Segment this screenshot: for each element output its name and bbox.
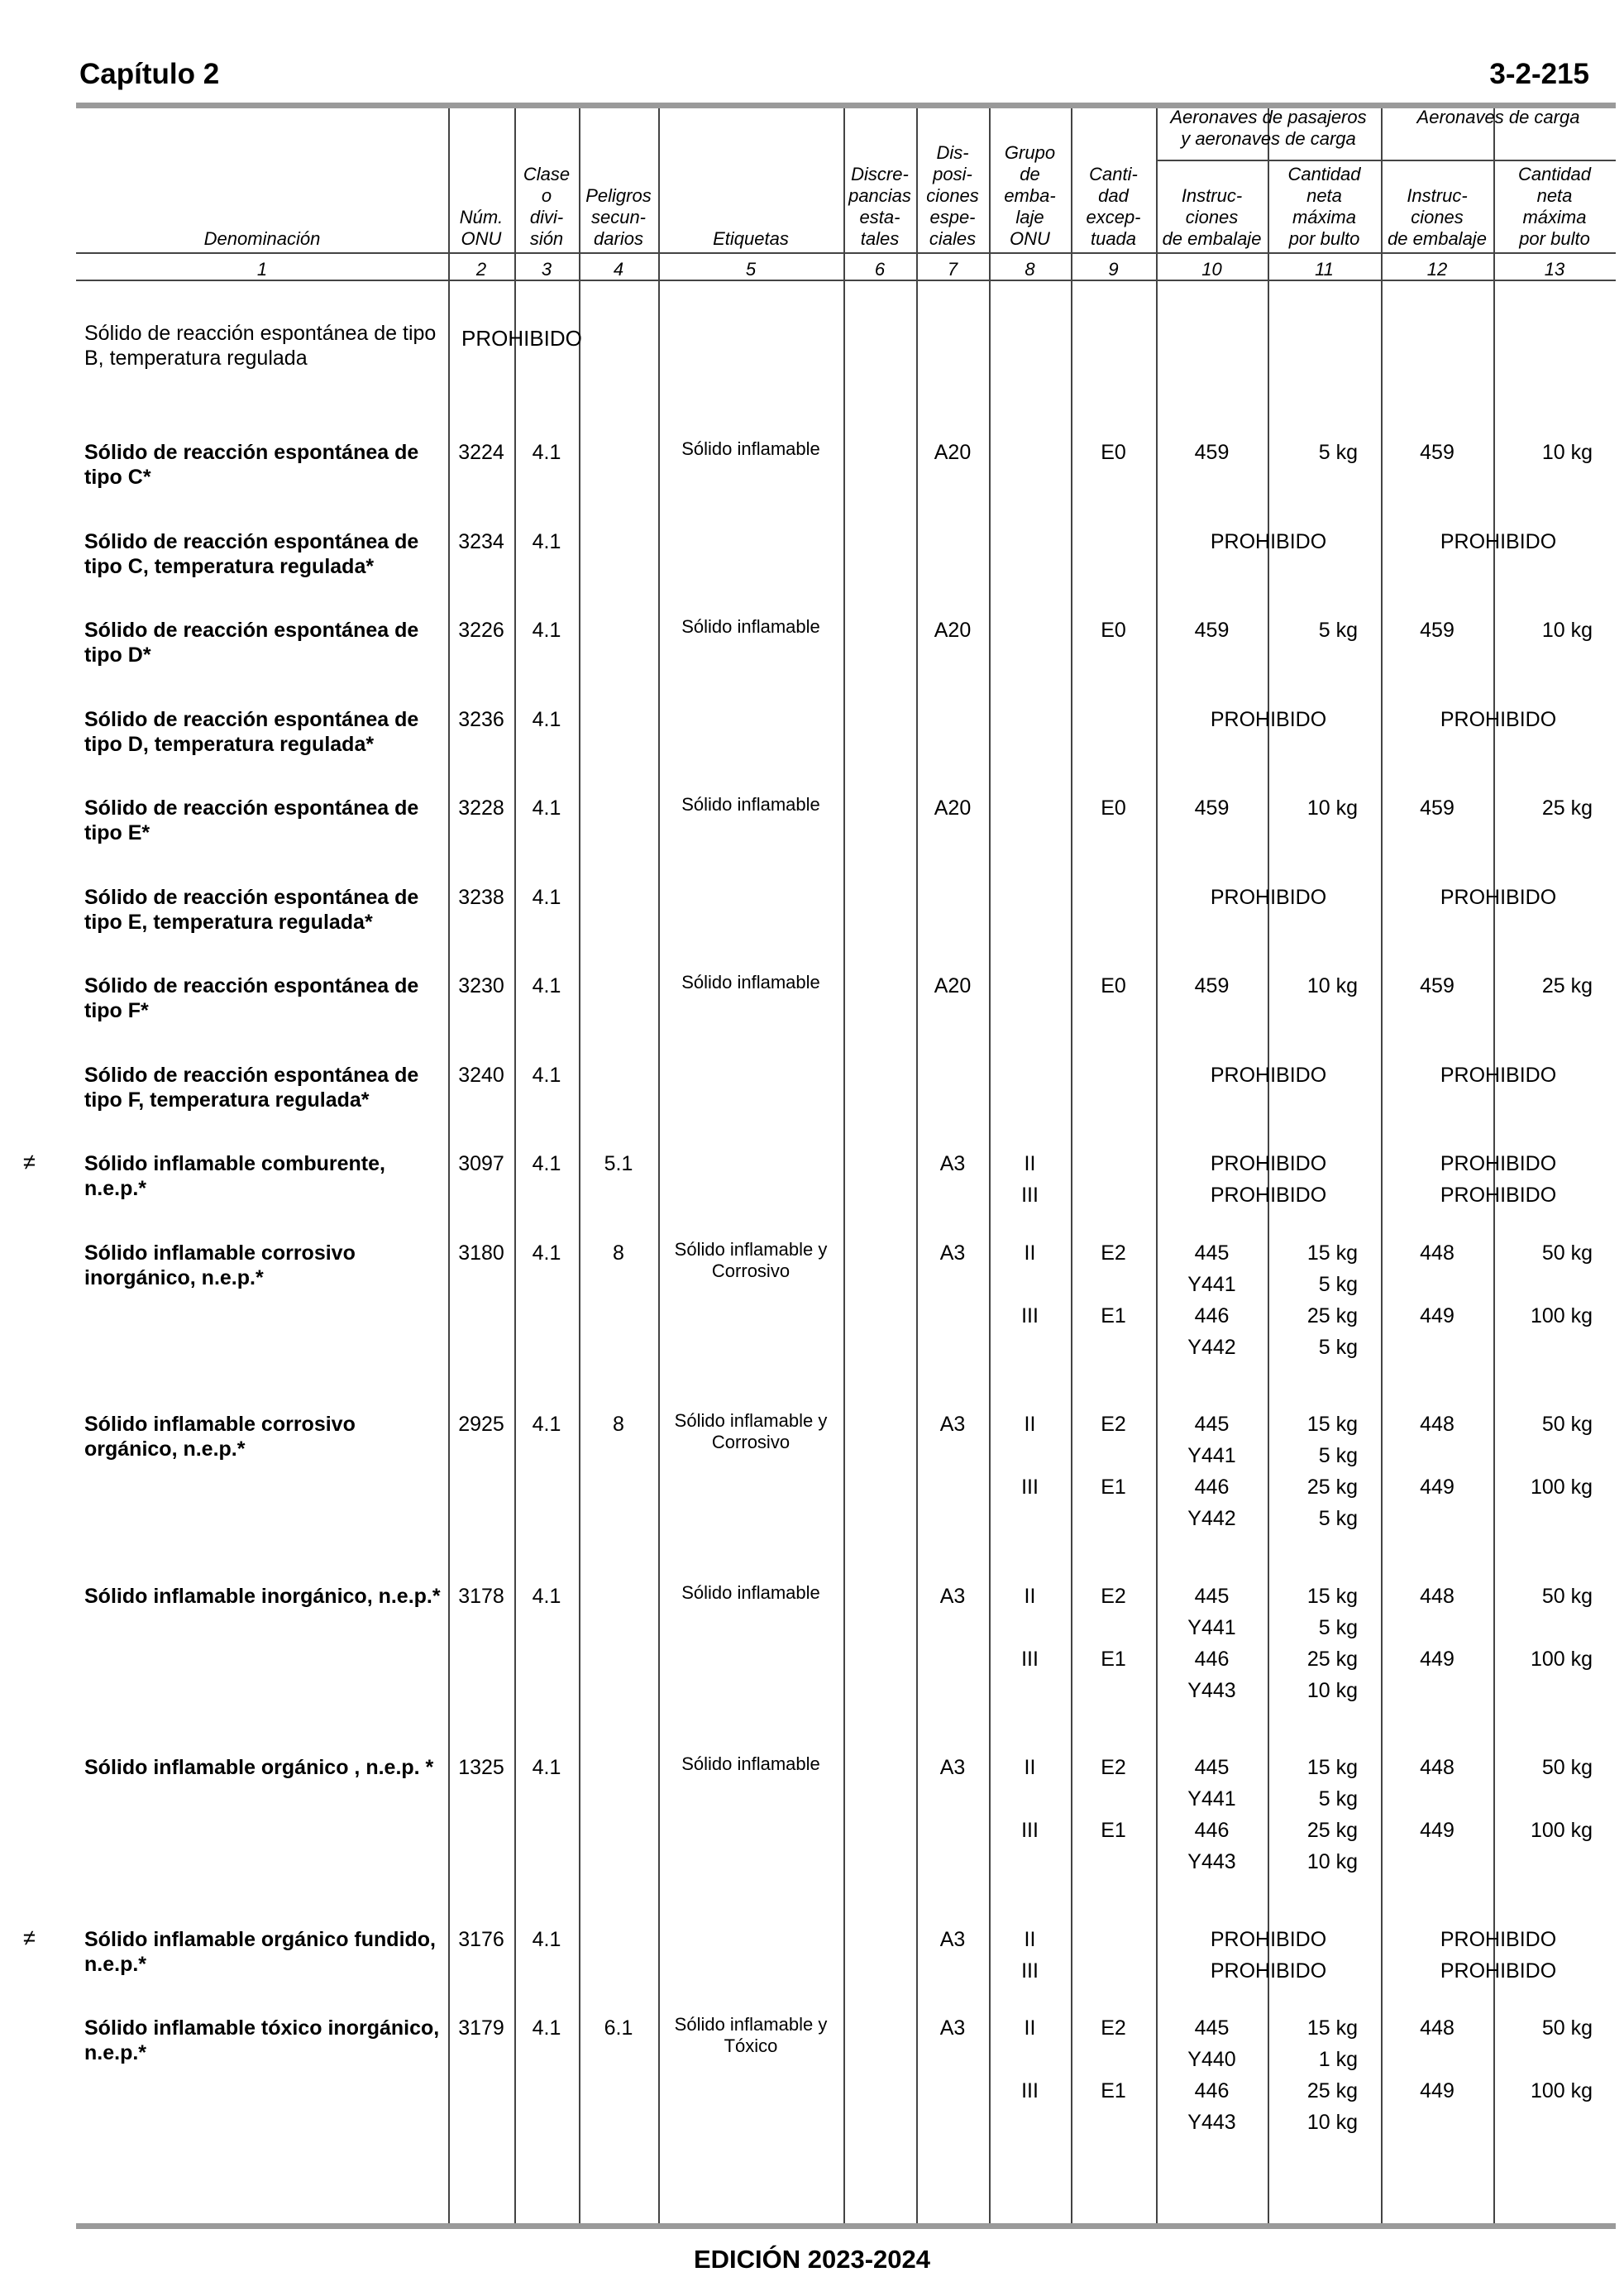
un-number: 3236 [458,708,504,731]
passenger-packing-instruction: 459 [1194,441,1230,464]
packing-group: III [1021,2079,1039,2102]
hazard-label: Sólido inflamable y Corrosivo [674,1239,828,1281]
column-header: Instruc- ciones de embalaje [1162,185,1262,249]
cargo-packing-instruction: 449 [1420,2079,1454,2102]
passenger-max-quantity: 5 kg [1318,1336,1358,1359]
cargo-packing-instruction: 448 [1420,1756,1454,1779]
passenger-packing-instruction: Y442 [1187,1507,1236,1530]
passenger-max-quantity: 5 kg [1318,1273,1358,1296]
cargo-packing-instruction: 449 [1420,1476,1454,1499]
passenger-max-quantity: 5 kg [1318,619,1358,642]
revision-mark: ≠ [23,1150,36,1174]
cargo-max-quantity: 50 kg [1541,1413,1593,1436]
edition-footer: EDICIÓN 2023-2024 [693,2245,931,2274]
cargo-packing-instruction: 448 [1420,1241,1454,1265]
column-number: 7 [947,259,958,280]
passenger-max-quantity: 25 kg [1306,1648,1358,1671]
shipping-name: Sólido de reacción espontánea de tipo D, temperatura regulada* [84,708,419,756]
special-provision: A3 [939,1413,966,1436]
class-division: 4.1 [532,619,561,642]
class-division: 4.1 [532,1064,561,1087]
column-number: 4 [613,259,624,280]
class-division: 4.1 [532,1585,561,1608]
column-header: Cantidad neta máxima por bulto [1287,164,1361,249]
packing-group: II [1024,1241,1036,1265]
packing-group: III [1021,1819,1039,1842]
column-header: Instruc- ciones de embalaje [1388,185,1487,249]
column-number: 8 [1025,259,1035,280]
un-number: 3097 [458,1152,504,1175]
column-number: 10 [1201,259,1222,280]
passenger-packing-instruction: Y441 [1187,1444,1236,1467]
passenger-max-quantity: 10 kg [1306,2111,1358,2134]
cargo-max-quantity: 50 kg [1541,1241,1593,1265]
un-number: 3230 [458,974,504,997]
passenger-packing-instruction: 445 [1194,1413,1230,1436]
cargo-prohibited: PROHIBIDO [1440,1184,1557,1207]
column-header: Grupo de emba- laje ONU [1004,142,1056,249]
cargo-max-quantity: 25 kg [1541,974,1593,997]
class-division: 4.1 [532,1413,561,1436]
excepted-quantity: E1 [1101,1819,1126,1842]
passenger-max-quantity: 15 kg [1306,2016,1358,2040]
passenger-prohibited: PROHIBIDO [1210,708,1327,731]
passenger-max-quantity: 25 kg [1306,1304,1358,1327]
passenger-packing-instruction: 459 [1194,796,1230,820]
passenger-max-quantity: 5 kg [1318,1616,1358,1639]
hazard-label: Sólido inflamable [681,1753,820,1774]
excepted-quantity: E0 [1101,796,1126,820]
un-number: 3176 [458,1928,504,1951]
special-provision: A20 [934,796,972,820]
passenger-max-quantity: 5 kg [1318,441,1358,464]
column-number: 5 [745,259,757,280]
passenger-max-quantity: 10 kg [1306,974,1358,997]
class-division: 4.1 [532,441,561,464]
passenger-packing-instruction: 446 [1194,2079,1230,2102]
packing-group: III [1021,1476,1039,1499]
class-division: 4.1 [532,886,561,909]
cargo-max-quantity: 100 kg [1530,1476,1593,1499]
passenger-packing-instruction: Y441 [1187,1787,1236,1810]
class-division: 4.1 [532,974,561,997]
passenger-prohibited: PROHIBIDO [1210,1152,1327,1175]
passenger-aircraft-header: Aeronaves de pasajeros y aeronaves de carga [1170,107,1367,149]
cargo-max-quantity: 100 kg [1530,2079,1593,2102]
class-division: 4.1 [532,2016,561,2040]
cargo-packing-instruction: 459 [1420,619,1454,642]
excepted-quantity: E2 [1101,1585,1126,1608]
cargo-aircraft-header: Aeronaves de carga [1416,107,1580,127]
passenger-max-quantity: 25 kg [1306,1476,1358,1499]
passenger-max-quantity: 1 kg [1318,2048,1358,2071]
passenger-packing-instruction: Y443 [1187,1850,1236,1873]
hazard-label: Sólido inflamable [681,794,820,815]
column-header: Canti- dad excep- tuada [1086,164,1141,249]
cargo-max-quantity: 100 kg [1530,1648,1593,1671]
class-division: 4.1 [532,530,561,553]
cargo-prohibited: PROHIBIDO [1440,886,1557,909]
cargo-packing-instruction: 459 [1420,796,1454,820]
subsidiary-hazard: 6.1 [604,2016,633,2040]
column-header: Etiquetas [713,228,789,249]
hazard-label: Sólido inflamable [681,616,820,637]
excepted-quantity: E2 [1101,1756,1126,1779]
passenger-max-quantity: 15 kg [1306,1241,1358,1265]
cargo-packing-instruction: 449 [1420,1819,1454,1842]
packing-group: II [1024,2016,1036,2040]
excepted-quantity: E0 [1101,441,1126,464]
class-division: 4.1 [532,1152,561,1175]
cargo-max-quantity: 10 kg [1541,441,1593,464]
cargo-max-quantity: 25 kg [1541,796,1593,820]
passenger-prohibited: PROHIBIDO [1210,1064,1327,1087]
passenger-max-quantity: 5 kg [1318,1787,1358,1810]
passenger-packing-instruction: Y441 [1187,1273,1236,1296]
cargo-max-quantity: 100 kg [1530,1304,1593,1327]
column-header: Peligros secun- darios [585,185,652,249]
cargo-packing-instruction: 448 [1420,1585,1454,1608]
excepted-quantity: E1 [1101,2079,1126,2102]
column-number: 11 [1315,259,1334,280]
passenger-max-quantity: 5 kg [1318,1507,1358,1530]
prohibited-all: PROHIBIDO [461,326,582,351]
excepted-quantity: E1 [1101,1476,1126,1499]
passenger-packing-instruction: 446 [1194,1648,1230,1671]
packing-group: III [1021,1648,1039,1671]
hazard-label: Sólido inflamable [681,438,820,459]
passenger-packing-instruction: 446 [1194,1819,1230,1842]
column-number: 1 [256,259,268,280]
shipping-name: Sólido de reacción espontánea de tipo E* [84,796,419,844]
passenger-max-quantity: 15 kg [1306,1756,1358,1779]
class-division: 4.1 [532,796,561,820]
class-division: 4.1 [532,1928,561,1951]
cargo-max-quantity: 50 kg [1541,1756,1593,1779]
column-header: Dis- posi- ciones espe- ciales [926,142,979,249]
passenger-packing-instruction: 445 [1194,1756,1230,1779]
revision-mark: ≠ [23,1925,36,1950]
hazard-label: Sólido inflamable [681,1582,820,1603]
shipping-name: Sólido inflamable orgánico , n.e.p. * [84,1756,434,1779]
special-provision: A3 [939,1152,966,1175]
shipping-name: Sólido de reacción espontánea de tipo C, temperatura regulada* [84,530,419,578]
un-number: 3238 [458,886,504,909]
hazard-label: Sólido inflamable y Tóxico [674,2014,828,2056]
shipping-name: Sólido inflamable tóxico inorgánico, n.e.p.* [84,2016,440,2064]
cargo-max-quantity: 50 kg [1541,2016,1593,2040]
cargo-prohibited: PROHIBIDO [1440,1064,1557,1087]
un-number: 3228 [458,796,504,820]
passenger-prohibited: PROHIBIDO [1210,1184,1327,1207]
un-number: 3240 [458,1064,504,1087]
special-provision: A20 [934,974,972,997]
passenger-prohibited: PROHIBIDO [1210,1928,1327,1951]
shipping-name: Sólido de reacción espontánea de tipo F, temperatura regulada* [84,1064,419,1112]
excepted-quantity: E2 [1101,1241,1126,1265]
passenger-max-quantity: 10 kg [1306,1679,1358,1702]
column-number: 2 [475,259,487,280]
special-provision: A3 [939,1928,966,1951]
cargo-packing-instruction: 459 [1420,974,1454,997]
special-provision: A3 [939,1756,966,1779]
passenger-packing-instruction: 446 [1194,1476,1230,1499]
column-number: 9 [1108,259,1119,280]
passenger-max-quantity: 25 kg [1306,1819,1358,1842]
passenger-packing-instruction: 459 [1194,619,1230,642]
excepted-quantity: E1 [1101,1304,1126,1327]
cargo-prohibited: PROHIBIDO [1440,530,1557,553]
special-provision: A20 [934,441,972,464]
special-provision: A3 [939,1241,966,1265]
column-divider [843,108,845,2223]
cargo-packing-instruction: 459 [1420,441,1454,464]
passenger-packing-instruction: Y441 [1187,1616,1236,1639]
bottom-rule [76,2223,1616,2229]
packing-group: II [1024,1413,1036,1436]
excepted-quantity: E2 [1101,2016,1126,2040]
un-number: 3234 [458,530,504,553]
passenger-max-quantity: 5 kg [1318,1444,1358,1467]
column-header: Núm. ONU [459,207,504,249]
passenger-packing-instruction: Y440 [1187,2048,1236,2071]
shipping-name: Sólido de reacción espontánea de tipo F* [84,974,419,1022]
excepted-quantity: E2 [1101,1413,1126,1436]
subsidiary-hazard: 8 [613,1413,624,1436]
excepted-quantity: E0 [1101,974,1126,997]
column-header: Clase o divi- sión [523,164,571,249]
passenger-max-quantity: 15 kg [1306,1585,1358,1608]
subsidiary-hazard: 5.1 [604,1152,633,1175]
cargo-packing-instruction: 449 [1420,1648,1454,1671]
page-number: 3-2-215 [1489,58,1589,90]
shipping-name: Sólido inflamable orgánico fundido, n.e.p.* [84,1928,436,1976]
excepted-quantity: E0 [1101,619,1126,642]
excepted-quantity: E1 [1101,1648,1126,1671]
hazard-label: Sólido inflamable [681,972,820,993]
passenger-packing-instruction: 445 [1194,1585,1230,1608]
column-number: 13 [1544,259,1565,280]
column-divider [658,108,660,2223]
class-division: 4.1 [532,708,561,731]
cargo-max-quantity: 50 kg [1541,1585,1593,1608]
column-header: Discre- pancias esta- tales [848,164,911,249]
un-number: 3179 [458,2016,504,2040]
passenger-max-quantity: 25 kg [1306,2079,1358,2102]
special-provision: A3 [939,2016,966,2040]
header-subgroup-rule [1156,160,1616,161]
shipping-name: Sólido de reacción espontánea de tipo D* [84,619,419,667]
column-number: 6 [874,259,886,280]
cargo-prohibited: PROHIBIDO [1440,708,1557,731]
chapter-title: Capítulo 2 [79,58,220,90]
un-number: 3178 [458,1585,504,1608]
class-division: 4.1 [532,1241,561,1265]
cargo-packing-instruction: 449 [1420,1304,1454,1327]
passenger-packing-instruction: 445 [1194,1241,1230,1265]
shipping-name: Sólido de reacción espontánea de tipo C* [84,441,419,489]
column-divider [1071,108,1072,2223]
passenger-packing-instruction: 445 [1194,2016,1230,2040]
cargo-packing-instruction: 448 [1420,1413,1454,1436]
passenger-prohibited: PROHIBIDO [1210,530,1327,553]
un-number: 1325 [458,1756,504,1779]
special-provision: A3 [939,1585,966,1608]
packing-group: II [1024,1928,1036,1951]
cargo-prohibited: PROHIBIDO [1440,1152,1557,1175]
shipping-name: Sólido inflamable corrosivo inorgánico, n.e.p.* [84,1241,356,1289]
cargo-prohibited: PROHIBIDO [1440,1928,1557,1951]
packing-group: II [1024,1152,1036,1175]
column-number: 3 [541,259,552,280]
shipping-name: Sólido inflamable corrosivo orgánico, n.e.p.* [84,1413,356,1461]
passenger-prohibited: PROHIBIDO [1210,1959,1327,1983]
shipping-name: Sólido inflamable comburente, n.e.p.* [84,1152,385,1200]
class-division: 4.1 [532,1756,561,1779]
subsidiary-hazard: 8 [613,1241,624,1265]
passenger-max-quantity: 10 kg [1306,796,1358,820]
packing-group: III [1021,1304,1039,1327]
hazard-label: Sólido inflamable y Corrosivo [674,1410,828,1452]
shipping-name: Sólido inflamable inorgánico, n.e.p.* [84,1585,441,1608]
cargo-max-quantity: 10 kg [1541,619,1593,642]
packing-group: III [1021,1184,1039,1207]
passenger-prohibited: PROHIBIDO [1210,886,1327,909]
packing-group: III [1021,1959,1039,1983]
passenger-packing-instruction: Y442 [1187,1336,1236,1359]
un-number: 3224 [458,441,504,464]
passenger-packing-instruction: 446 [1194,1304,1230,1327]
shipping-name: Sólido de reacción espontánea de tipo B, temperatura regulada [84,322,437,370]
header-rule [76,252,1616,254]
cargo-packing-instruction: 448 [1420,2016,1454,2040]
column-header: Denominación [203,228,321,249]
un-number: 3180 [458,1241,504,1265]
un-number: 3226 [458,619,504,642]
passenger-packing-instruction: Y443 [1187,1679,1236,1702]
special-provision: A20 [934,619,972,642]
passenger-max-quantity: 10 kg [1306,1850,1358,1873]
passenger-packing-instruction: Y443 [1187,2111,1236,2134]
un-number: 2925 [458,1413,504,1436]
passenger-packing-instruction: 459 [1194,974,1230,997]
packing-group: II [1024,1756,1036,1779]
cargo-prohibited: PROHIBIDO [1440,1959,1557,1983]
cargo-max-quantity: 100 kg [1530,1819,1593,1842]
shipping-name: Sólido de reacción espontánea de tipo E, temperatura regulada* [84,886,419,934]
packing-group: II [1024,1585,1036,1608]
column-header: Cantidad neta máxima por bulto [1517,164,1592,249]
column-number: 12 [1426,259,1448,280]
passenger-max-quantity: 15 kg [1306,1413,1358,1436]
